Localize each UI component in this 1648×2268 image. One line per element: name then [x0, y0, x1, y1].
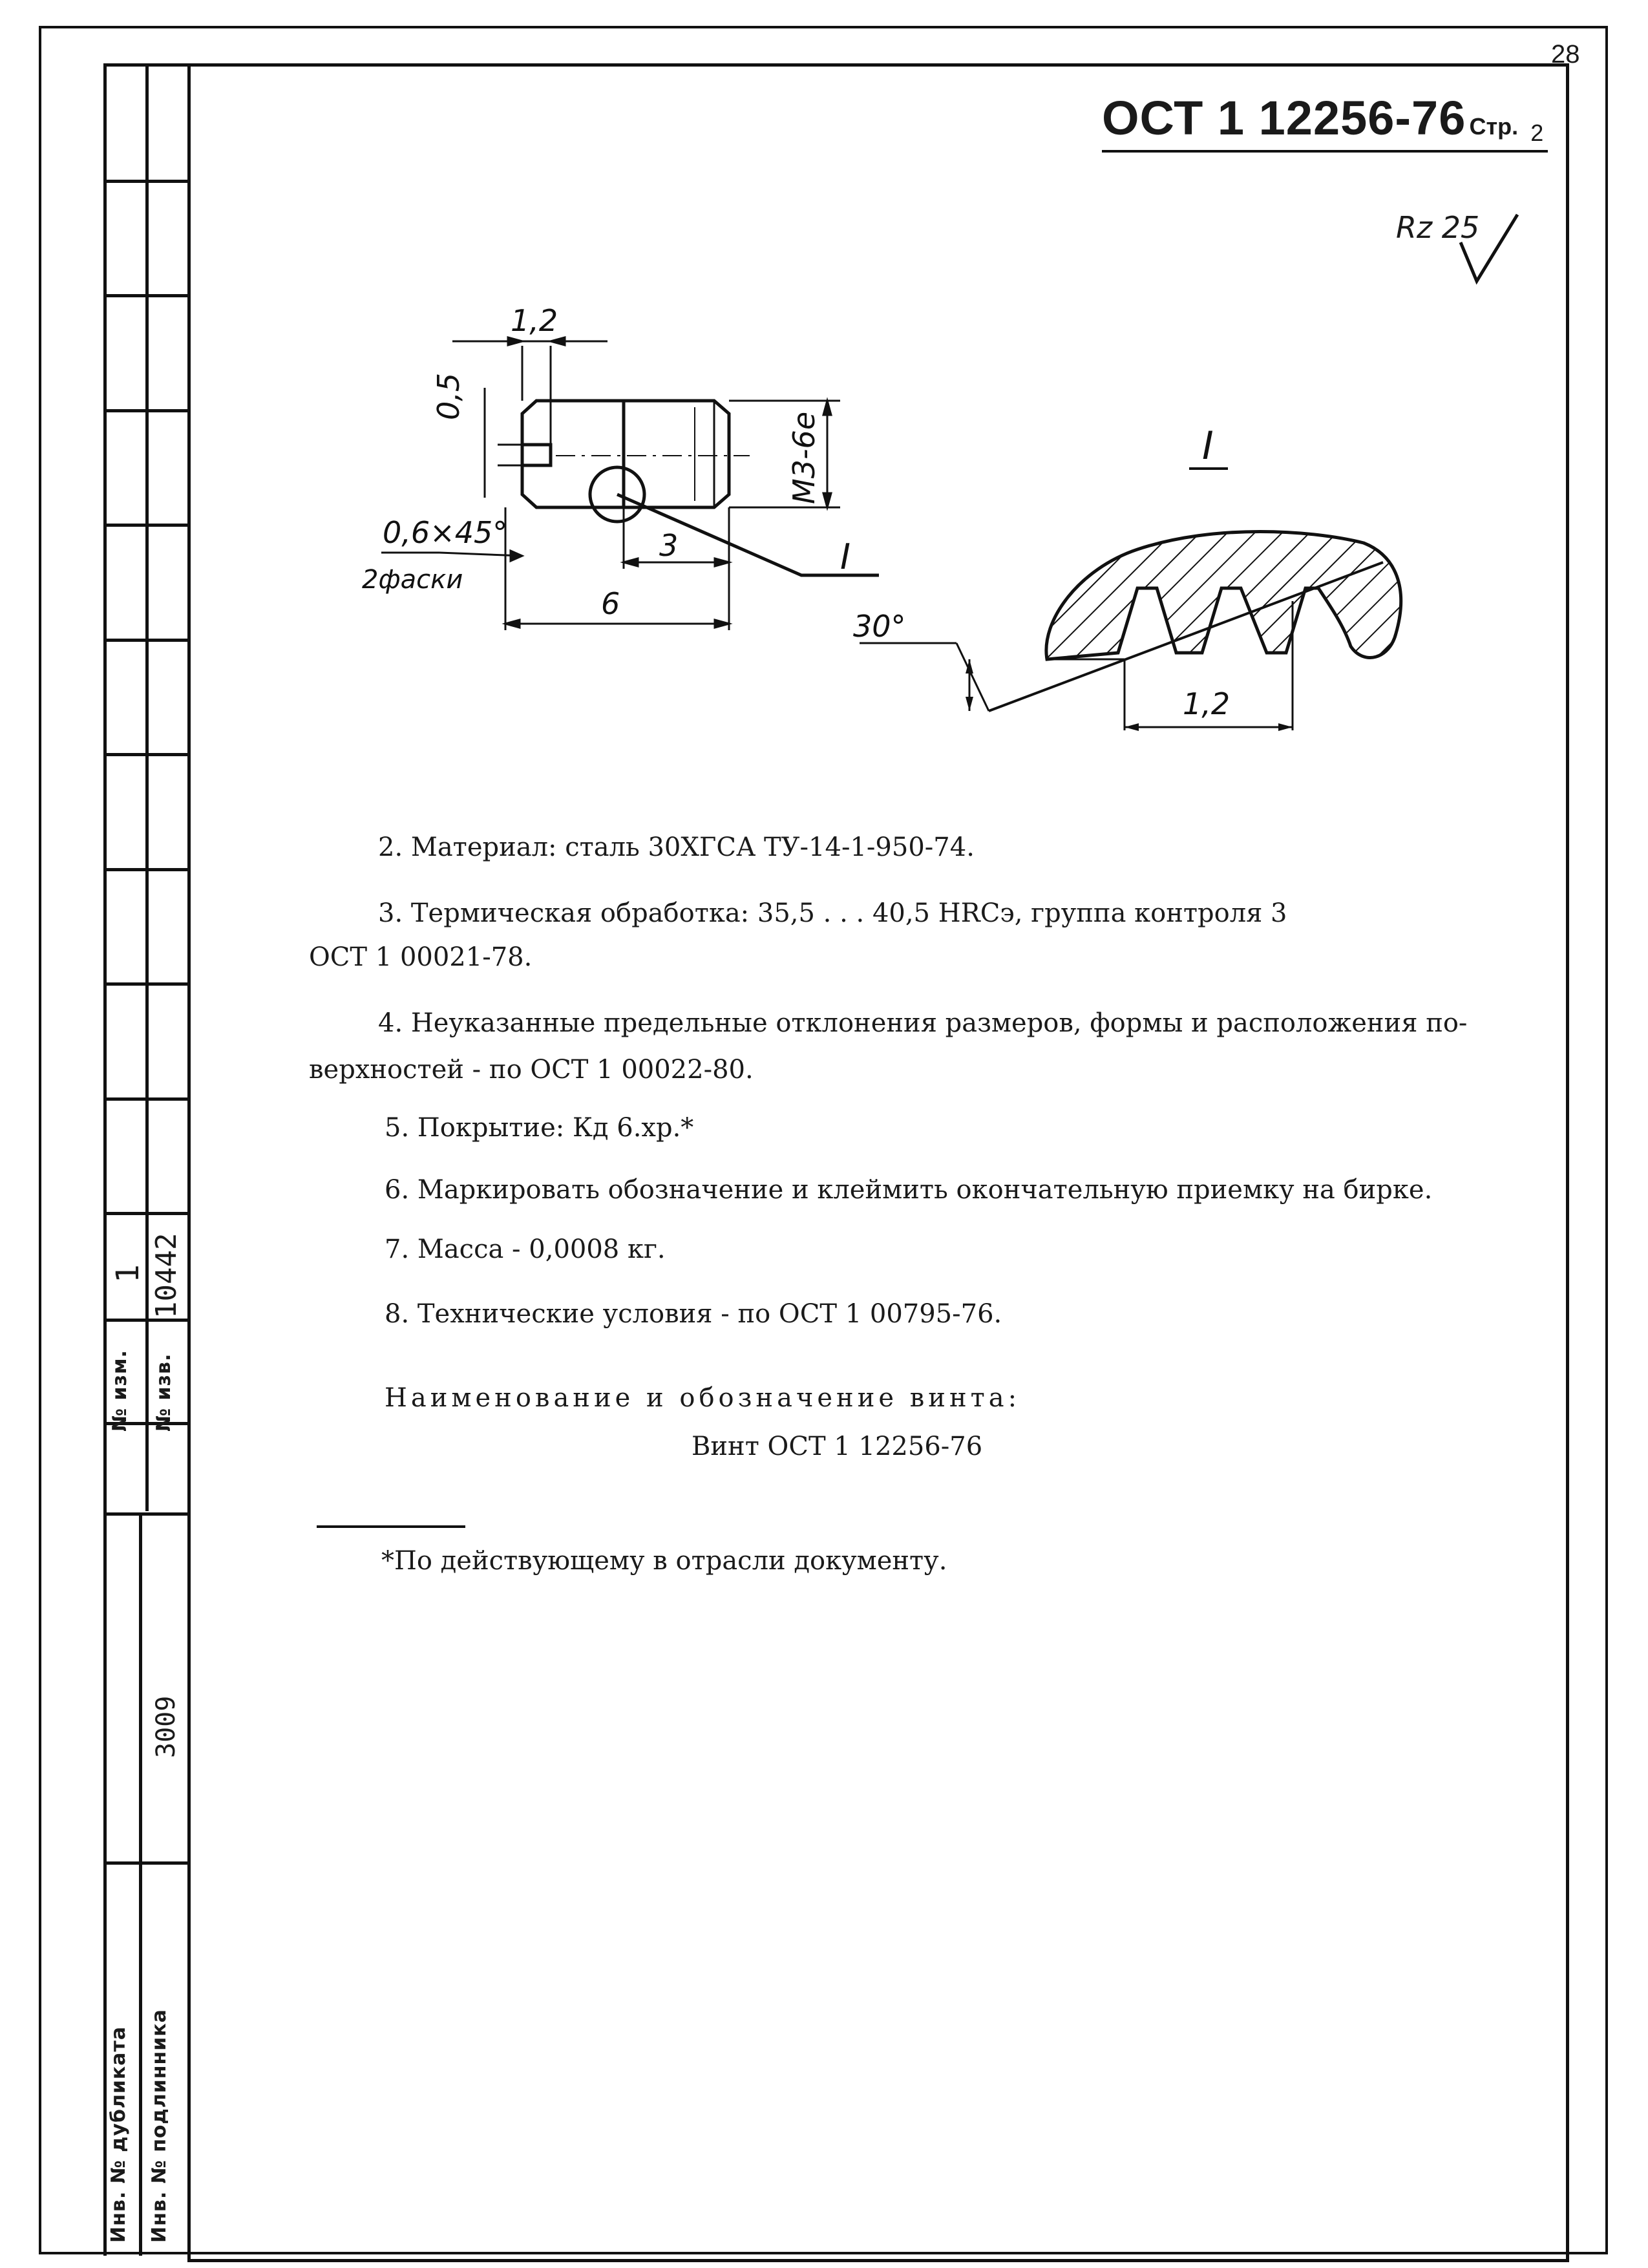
footnote: *По действующему в отрасли документу. — [381, 1546, 947, 1576]
detail-dim: 1,2 — [1183, 686, 1231, 721]
document-designation: ОСТ 1 12256-76 — [1102, 91, 1466, 145]
note-7: 7. Масса - 0,0008 кг. — [385, 1235, 666, 1264]
header-underline — [1102, 150, 1548, 153]
dim-slot-width: 1,2 — [511, 303, 558, 338]
note-4-line-1: 4. Неуказанные предельные отклонения размеров, формы и расположения по- — [378, 1008, 1468, 1038]
duplicate-inv-label: Инв. № дубликата — [107, 2026, 130, 2243]
dim-thread: М3-6е — [787, 411, 821, 504]
roughness-label: Rz 25 — [1396, 210, 1480, 245]
note-3-line-1: 3. Термическая обработка: 35,5 . . . 40,5 HRCэ, группа контроля 3 — [378, 898, 1287, 928]
name-value: Винт ОСТ 1 12256-76 — [692, 1432, 983, 1461]
name-heading: Наименование и обозначение винта: — [385, 1383, 1021, 1413]
dim-chamfer-note: 2фаски — [362, 565, 463, 595]
original-inv-value: 3009 — [151, 1695, 181, 1758]
note-2: 2. Материал: сталь 30ХГСА ТУ-14-1-950-74. — [378, 832, 975, 862]
page-value: 2 — [1530, 120, 1544, 146]
footnote-separator — [317, 1525, 465, 1528]
note-4-line-2: верхностей - по ОСТ 1 00022-80. — [309, 1055, 754, 1085]
detail-view — [860, 532, 1401, 732]
notice-no-label: № изв. — [153, 1353, 175, 1432]
screw-side-view — [522, 401, 879, 575]
note-6: 6. Маркировать обозначение и клеймить окончательную приемку на бирке. — [385, 1175, 1433, 1205]
dim-length-6: 6 — [601, 586, 620, 621]
note-5: 5. Покрытие: Кд 6.хр.* — [385, 1113, 694, 1143]
dim-length-3: 3 — [659, 528, 679, 563]
note-3-line-2: ОСТ 1 00021-78. — [309, 942, 533, 972]
dim-slot-depth: 0,5 — [431, 372, 466, 420]
change-no-label: № изм. — [109, 1350, 131, 1432]
page-label: Стр. — [1469, 113, 1519, 140]
detail-title: I — [1202, 423, 1214, 469]
original-inv-label: Инв. № подлинника — [148, 2009, 171, 2243]
roughness-check-icon — [1448, 207, 1525, 291]
technical-drawing — [323, 284, 1461, 750]
header — [1102, 90, 1543, 145]
page-number: 28 — [1551, 40, 1580, 69]
dim-chamfer: 0,6×45° — [383, 515, 508, 550]
note-8: 8. Технические условия - по ОСТ 1 00795-76. — [385, 1299, 1002, 1329]
notice-no-value: 10442 — [150, 1233, 183, 1319]
change-no-value: 1 — [110, 1264, 146, 1283]
detail-angle: 30° — [853, 609, 906, 644]
detail-callout: I — [840, 536, 850, 577]
